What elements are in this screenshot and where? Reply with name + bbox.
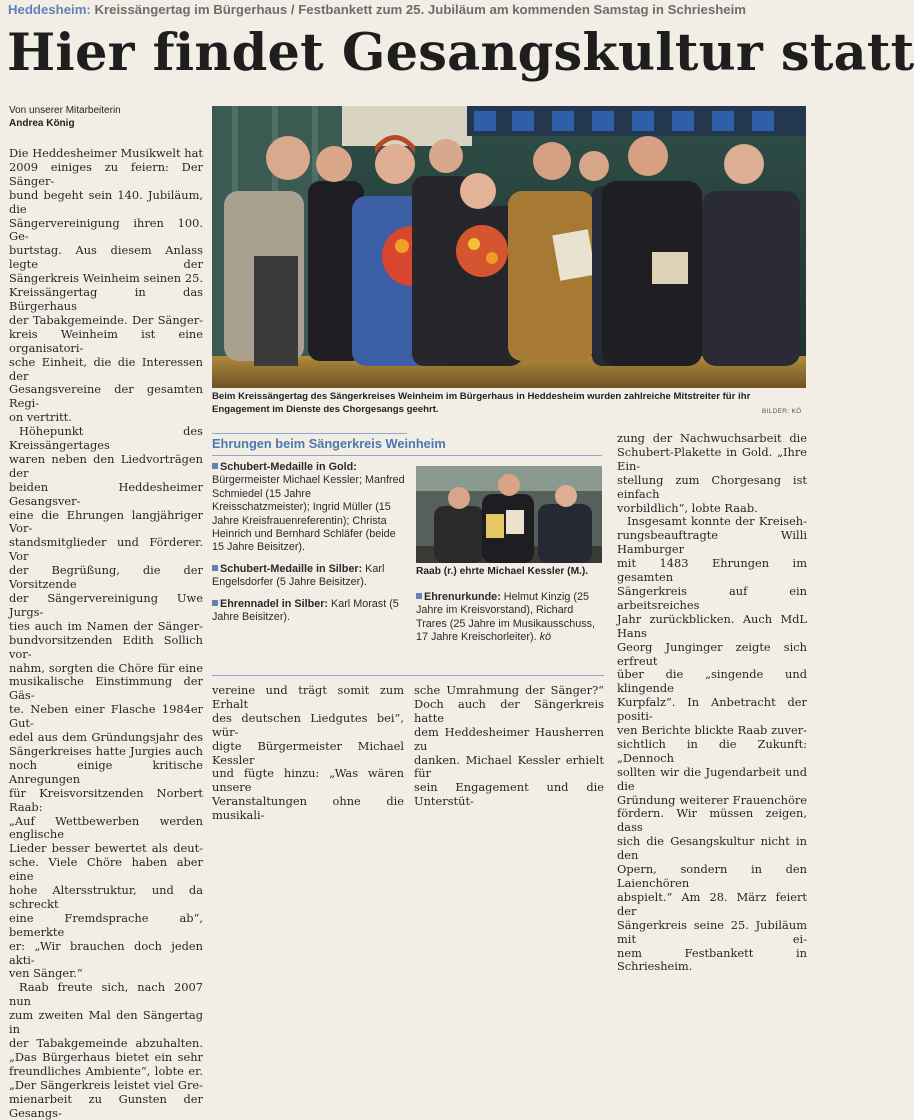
byline-author: Andrea König — [9, 118, 75, 129]
text-line: der Sängervereinigung Uwe Jurgs- — [9, 591, 203, 619]
bullet-square-icon — [212, 463, 218, 469]
honor-item — [416, 591, 604, 645]
honor-title: Schubert-Medaille in Silber: — [220, 562, 363, 575]
text-line: Sängervereinigung ihren 100. Ge- — [9, 215, 203, 244]
text-line: burtstag. Aus diesem Anlass legte der — [9, 243, 203, 272]
text-line: Schubert-Plakette in Gold. „Ihre Ein- — [617, 444, 807, 473]
main-caption-text: Beim Kreissängertag des Sängerkreises Weinheim im Bürgerhaus in Heddesheim wurden zahlreiche Mitstreiter für ihr Engagement im Dienste des Chorgesangs geehrt. — [212, 391, 751, 415]
text-line: Doch auch der Sängerkreis hatte — [414, 696, 604, 725]
text-line: „Das Bürgerhaus bietet ein sehr — [9, 1049, 203, 1064]
text-line: nahm, sorgten die Chöre für eine — [9, 660, 203, 675]
text-line: waren neben den Liedvorträgen der — [9, 451, 203, 480]
byline-prefix: Von unserer Mitarbeiterin — [9, 105, 121, 116]
byline — [9, 104, 199, 130]
text-line: rungsbeauftragte Willi Hamburger — [617, 528, 807, 557]
main-photo — [212, 106, 806, 388]
honor-title: Ehrennadel in Silber: — [220, 597, 328, 610]
text-line: Georg Junginger zeigte sich erfreut — [617, 639, 807, 668]
text-line: sichtlich in die Zukunft: „Dennoch — [617, 736, 807, 765]
col4-paragraph-1 — [617, 432, 807, 515]
honor-item — [212, 598, 408, 625]
text-line: Sängerkreis Weinheim seinen 25. — [9, 271, 203, 286]
text-line: vorbildlich“, lobte Raab. — [617, 500, 758, 515]
text-line: digte Bürgermeister Michael Kessler — [212, 738, 404, 767]
box-heading: Ehrungen beim Sängerkreis Weinheim — [212, 436, 446, 451]
text-line: Gründung weiterer Frauenchöre — [617, 792, 807, 807]
text-line: abspielt.“ Am 28. März feiert der — [617, 889, 807, 918]
text-line: für Kreisvorsitzenden Norbert Raab: — [9, 785, 203, 814]
text-line: der Begrüßung, die der Vorsitzende — [9, 563, 203, 592]
award-photo-illustration — [416, 466, 602, 563]
honor-title: Ehrenurkunde: — [424, 591, 501, 603]
text-line: „Auf Wettbewerben werden englische — [9, 813, 203, 842]
col1-paragraph-2 — [9, 425, 203, 981]
text-line: sich die Gesangskultur nicht in den — [617, 834, 807, 863]
text-line: danken. Michael Kessler erhielt für — [414, 752, 604, 781]
text-line: ties auch im Namen der Sänger- — [9, 618, 203, 633]
text-line: ven Sänger.“ — [9, 966, 83, 981]
text-line: musikalische Einstimmung der Gäs- — [9, 674, 203, 703]
text-line: edel aus dem Gründungsjahr des — [9, 730, 203, 745]
text-line: über die „singende und klingende — [617, 667, 807, 696]
text-line: sche. Viele Chöre haben aber eine — [9, 855, 203, 884]
kicker-line — [8, 1, 808, 19]
text-line: stellung zum Chorgesang ist einfach — [617, 472, 807, 501]
text-line: und fügte hinzu: „Was wären unsere — [212, 766, 404, 795]
honor-title: Schubert-Medaille in Gold: — [220, 461, 357, 473]
text-line: dem Heddesheimer Hausherren zu — [414, 724, 604, 753]
small-photo — [416, 466, 602, 563]
text-line: zung der Nachwuchsarbeit die — [617, 431, 807, 445]
article-column-4 — [617, 432, 807, 974]
text-line: fördern. Wir müssen zeigen, dass — [617, 806, 807, 835]
text-line: des deutschen Liedgutes bei“, wür- — [212, 710, 404, 739]
text-line: zum zweiten Mal den Sängertag in — [9, 1008, 203, 1037]
text-line: mit 1483 Ehrungen im gesamten — [617, 556, 807, 585]
bullet-square-icon — [212, 600, 218, 606]
text-line: hohe Altersstruktur, und da schreckt — [9, 883, 203, 911]
author-signature: kö — [536, 631, 552, 644]
text-line: beiden Heddesheimer Gesangsver- — [9, 479, 203, 508]
text-line: on vertritt. — [9, 410, 72, 425]
text-line: Sängerkreis seine 25. Jubiläum mit ei- — [617, 917, 807, 946]
box-top-rule — [212, 433, 407, 434]
text-line: sein Engagement und die Unterstüt- — [414, 780, 604, 809]
box-bottom-rule — [212, 675, 604, 676]
article-column-3 — [414, 684, 604, 809]
text-line: ven Berichte blickte Raab zuver- — [617, 723, 807, 738]
bullet-square-icon — [212, 565, 218, 571]
article-column-2 — [212, 684, 404, 823]
text-line: Kreissängertag in das Bürgerhaus — [9, 285, 203, 313]
text-line: nem Festbankett in Schriesheim. — [617, 945, 807, 974]
honor-item — [212, 461, 408, 555]
honor-text: Bürgermeister Michael Kessler; Manfred Schmiedel (15 Jahre Kreisschatzmeister); Ingrid Müller (15 Jahre Kreisfrauenreferentin); Christa Heinrich und Bernhard Schläfer (beide 15 Jahre Beisitzer). — [212, 474, 405, 554]
kicker-place: Heddesheim: — [8, 2, 91, 17]
text-line: eine Fremdsprache ab“, bemerkte — [9, 910, 203, 939]
text-line: Höhepunkt des Kreissängertages — [9, 424, 203, 453]
text-line: bundvorsitzenden Edith Sollich vor- — [9, 632, 203, 661]
text-line: er: „Wir brauchen doch jeden akti- — [9, 938, 203, 967]
text-line: Jahr zurückblicken. Auch MdL Hans — [617, 611, 807, 640]
headline: Hier findet Gesangskultur statt — [7, 23, 914, 83]
text-line: Veranstaltungen ohne die musikali- — [212, 794, 404, 823]
bullet-square-icon — [416, 593, 422, 599]
text-line: te. Neben einer Flasche 1984er Gut- — [9, 702, 203, 731]
kicker-text: Kreissängertag im Bürgerhaus / Festbankett zum 25. Jubiläum am kommenden Samstag in Schriesheim — [94, 2, 746, 17]
text-line: Insgesamt konnte der Kreiseh- — [627, 514, 807, 529]
col1-paragraph-3 — [9, 981, 203, 1120]
honor-text: Helmut Kinzig (25 Jahre im Kreisvorstand), Richard Trares (25 Jahre im Musikausschuss, 17 Jahre Kreischorleiter). — [416, 591, 596, 644]
text-line: der Tabakgemeinde abzuhalten. — [9, 1036, 203, 1050]
text-line: „Der Sängerkreis leistet viel Gre- — [9, 1077, 203, 1092]
text-line: noch einige kritische Anregungen — [9, 757, 203, 786]
text-line: bund begeht sein 140. Jubiläum, die — [9, 187, 203, 216]
text-line: der Tabakgemeinde. Der Sänger- — [9, 312, 203, 327]
text-line: Lieder besser bewertet als deut- — [9, 841, 203, 856]
text-line: standsmitglieder und Förderer. Vor — [9, 535, 203, 564]
photo-credit: BILDER: KÖ — [762, 408, 802, 415]
text-line: mienarbeit zu Gunsten der Gesangs- — [9, 1091, 203, 1120]
text-line: vereine und trägt somit zum Erhalt — [212, 683, 404, 711]
honor-text: Karl Morast (5 Jahre Beisitzer). — [212, 597, 399, 624]
article-column-1 — [9, 147, 203, 1120]
text-line: freundliches Ambiente“, lobte er. — [9, 1063, 203, 1078]
honor-item — [212, 563, 408, 590]
col4-paragraph-2 — [617, 515, 807, 974]
text-line: sollten wir die Jugendarbeit und die — [617, 764, 807, 793]
box-heading-rule — [212, 455, 602, 456]
text-line: Raab freute sich, nach 2007 nun — [9, 980, 203, 1009]
group-photo-illustration — [212, 106, 806, 388]
text-line: Die Heddesheimer Musikwelt hat — [9, 146, 203, 160]
text-line: 2009 einiges zu feiern: Der Sänger- — [9, 159, 203, 188]
honor-text: Karl Engelsdorfer (5 Jahre Beisitzer). — [212, 562, 385, 589]
honors-list-column-1 — [212, 461, 408, 632]
small-photo-caption: Raab (r.) ehrte Michael Kessler (M.). — [416, 566, 589, 577]
text-line: Gesangsvereine der gesamten Regi- — [9, 382, 203, 411]
col1-paragraph-1 — [9, 147, 203, 425]
text-line: sche Einheit, die die Interessen der — [9, 354, 203, 383]
main-photo-caption — [212, 391, 806, 416]
text-line: Sängerkreis auf ein arbeitsreiches — [617, 583, 807, 612]
text-line: Opern, sondern in den Laienchören — [617, 862, 807, 890]
text-line: Kurpfalz“. In Anbetracht der positi- — [617, 695, 807, 724]
honors-list-column-2 — [416, 591, 604, 653]
text-line: Sängerkreises hatte Jurgies auch — [9, 743, 203, 758]
text-line: kreis Weinheim ist eine organisatori- — [9, 326, 203, 355]
text-line: eine die Ehrungen langjähriger Vor- — [9, 507, 203, 536]
text-line: sche Umrahmung der Sänger?“ — [414, 683, 604, 697]
